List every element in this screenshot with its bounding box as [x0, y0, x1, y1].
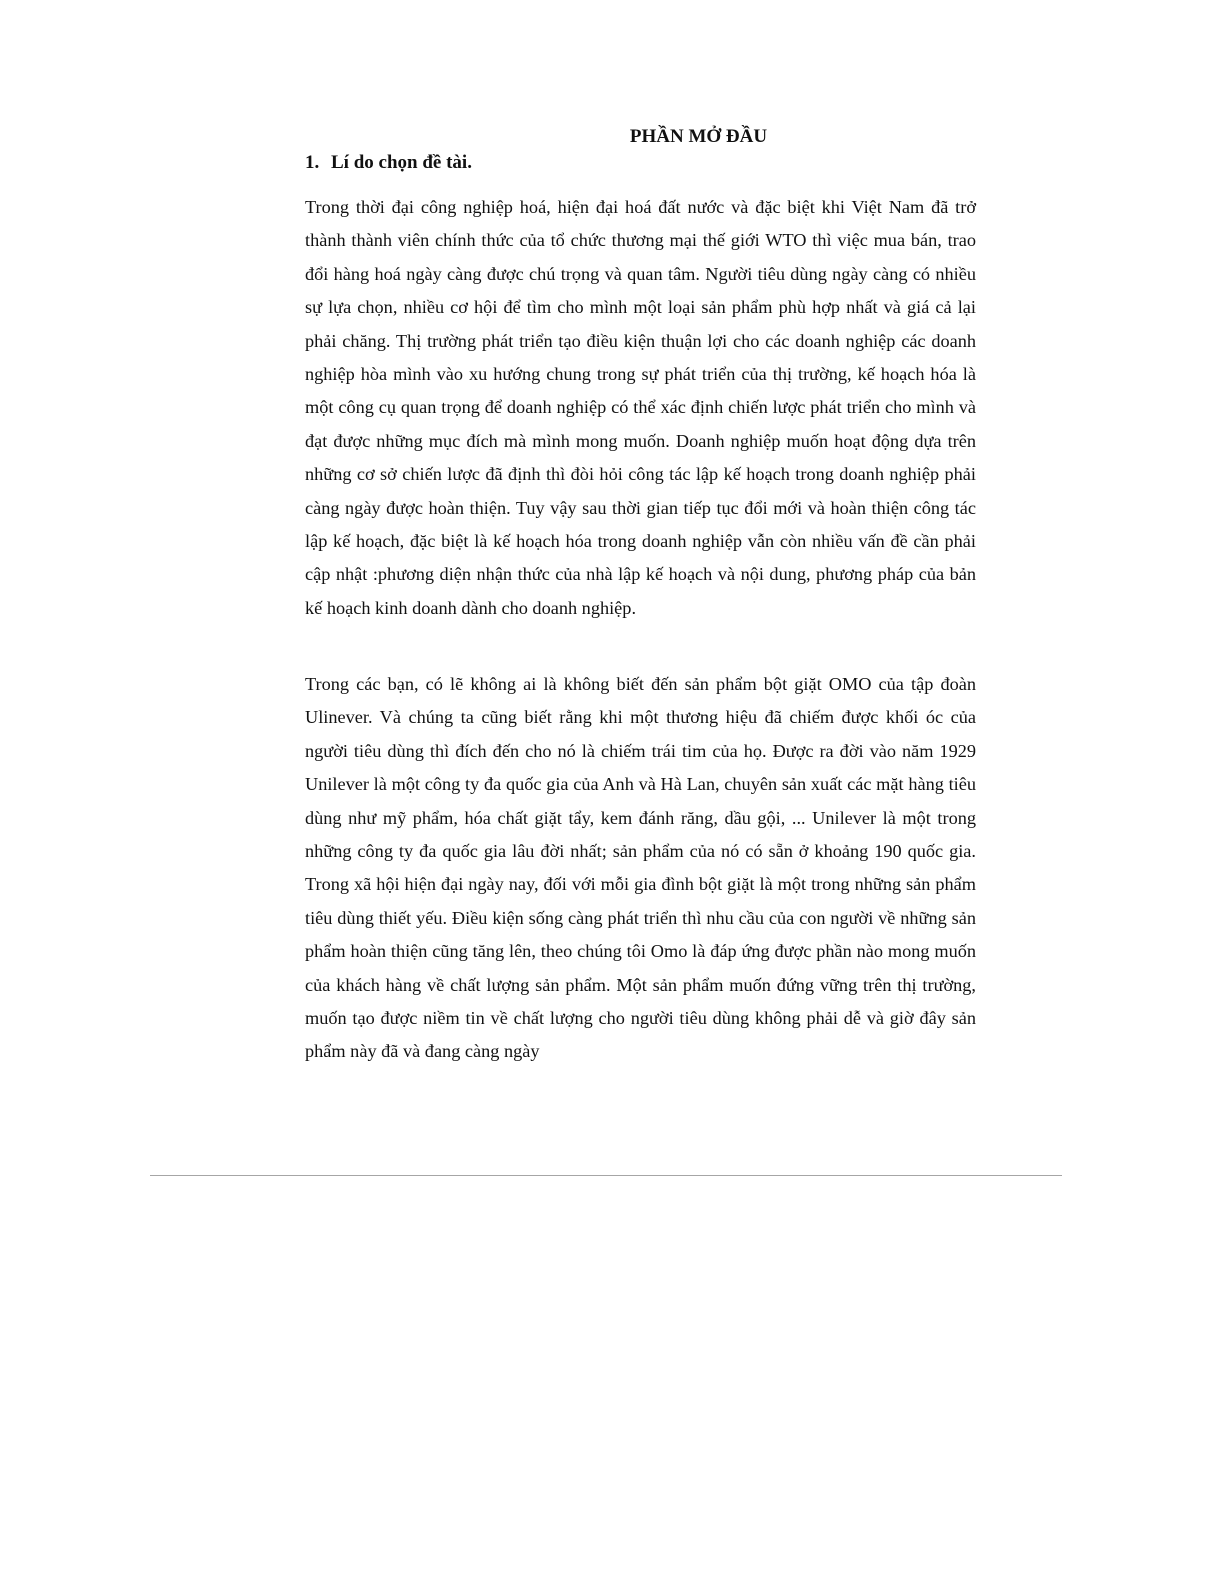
paragraph-2: Trong các bạn, có lẽ không ai là không biết đến sản phẩm bột giặt OMO của tập đoàn Ulinever. Và chúng ta cũng biết rằng khi một thương hiệu đã chiếm được khối óc của người tiêu dùng thì đích đến cho nó là chiếm trái tim của họ. Được ra đời vào năm 1929 Unilever là một công ty đa quốc gia của Anh và Hà Lan, chuyên sản xuất các mặt hàng tiêu dùng như mỹ phẩm, hóa chất giặt tẩy, kem đánh răng, dầu gội, ... Unilever là một trong những công ty đa quốc gia lâu đời nhất; sản phẩm của nó có sẵn ở khoảng 190 quốc gia. Trong xã hội hiện đại ngày nay, đối với mỗi gia đình bột giặt là một trong những sản phẩm tiêu dùng thiết yếu. Điều kiện sống càng phát triển thì nhu cầu của con người về những sản phẩm hoàn thiện cũng tăng lên, theo chúng tôi Omo là đáp ứng được phần nào mong muốn của khách hàng về chất lượng sản phẩm. Một sản phẩm muốn đứng vững trên thị trường, muốn tạo được niềm tin về chất lượng cho người tiêu dùng không phải dễ và giờ đây sản phẩm này đã và đang càng ngày	[305, 674, 976, 1062]
paragraph-1: Trong thời đại công nghiệp hoá, hiện đại hoá đất nước và đặc biệt khi Việt Nam đã trở thành thành viên chính thức của tổ chức thương mại thế giới WTO thì việc mua bán, trao đổi hàng hoá ngày càng được chú trọng và quan tâm. Người tiêu dùng ngày càng có nhiều sự lựa chọn, nhiều cơ hội để tìm cho mình một loại sản phẩm phù hợp nhất và giá cả lại phải chăng. Thị trường phát triển tạo điều kiện thuận lợi cho các doanh nghiệp các doanh nghiệp hòa mình vào xu hướng chung trong sự phát triển của thị trường, kế hoạch hóa là một công cụ quan trọng để doanh nghiệp có thể xác định chiến lược phát triển cho mình và đạt được những mục đích mà mình mong muốn. Doanh nghiệp muốn hoạt động dựa trên những cơ sở chiến lược đã định thì đòi hỏi công tác lập kế hoạch trong doanh nghiệp phải càng ngày được hoàn thiện. Tuy vậy sau thời gian tiếp tục đổi mới và hoàn thiện công tác lập kế hoạch, đặc biệt là kế hoạch hóa trong doanh nghiệp vẫn còn nhiều vấn đề cần phải cập nhật :phương diện nhận thức của nhà lập kế hoạch và nội dung, phương pháp của bản kế hoạch kinh doanh dành cho doanh nghiệp.	[305, 197, 976, 618]
section-heading	[305, 148, 472, 178]
section-number: 1.	[305, 152, 320, 173]
section-heading-text: Lí do chọn đề tài.	[331, 152, 472, 173]
document-title: PHẦN MỞ ĐẦU	[629, 126, 768, 147]
page-divider	[150, 1175, 1062, 1176]
